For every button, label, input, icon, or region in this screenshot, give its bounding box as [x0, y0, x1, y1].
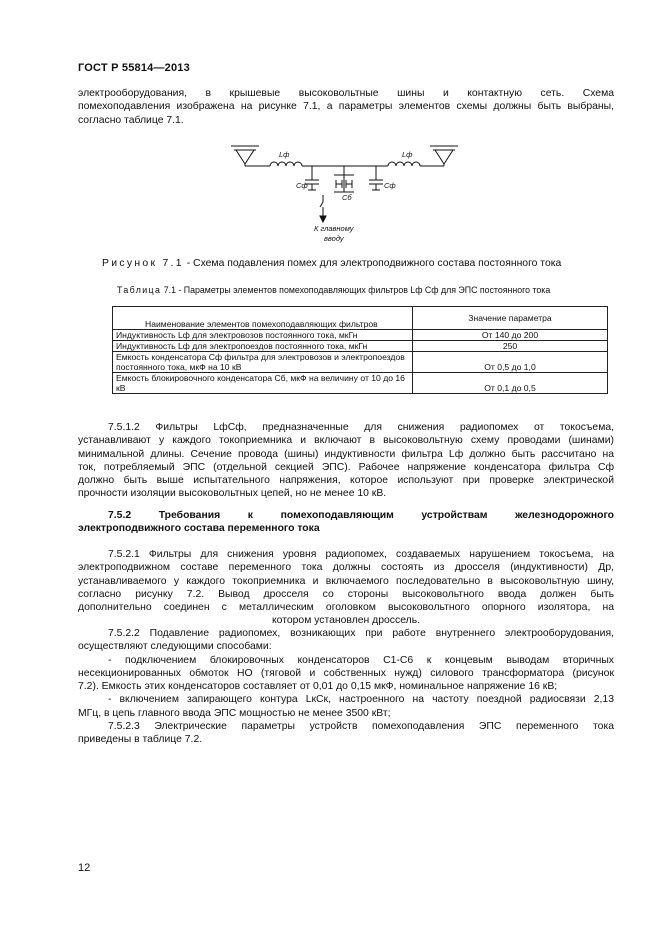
- figure-caption-text: - Схема подавления помех для электроподвижного состава постоянного тока: [183, 258, 562, 269]
- capacitor-right-icon: [369, 166, 383, 190]
- page-number: 12: [78, 862, 91, 874]
- intro-paragraph: [78, 87, 614, 127]
- label-main-input-2: вводу: [324, 234, 344, 243]
- paragraph-line: минимальной длины. Сечение провода (шины) индуктивности фильтра Lф должно быть рассчитано на: [78, 448, 614, 460]
- table-header-name: Наименование элементов помехоподавляющих фильтров: [113, 307, 413, 330]
- table-row: [113, 330, 608, 341]
- label-lf-right: Lф: [402, 150, 413, 159]
- paragraph-7-5-2-1: [78, 548, 614, 628]
- table-row: [113, 373, 608, 394]
- section-heading-7-5-2: [78, 509, 614, 536]
- paragraph-7-5-1-2: [78, 421, 614, 501]
- heading-line: 7.5.2 Требования к помехоподавляющим устройствам железнодорожного: [108, 510, 614, 521]
- parameters-table: [112, 306, 608, 394]
- paragraph-line: осуществляют следующими способами:: [78, 641, 272, 653]
- table-caption-text: 7.1 - Параметры элементов помехоподавляющих фильтров Lф Сф для ЭПС постоянного тока: [161, 285, 551, 295]
- label-lf-left: Lф: [279, 150, 290, 159]
- paragraph-line: котором установлен дроссель.: [272, 615, 420, 627]
- table-cell-name: Индуктивность Lф для электропоездов постоянного тока, мкГн: [113, 341, 413, 352]
- table-row: [113, 341, 608, 352]
- paragraph-7-5-2-3: [78, 720, 614, 747]
- interference-suppression-schematic: [226, 140, 466, 246]
- pantograph-right-icon: [430, 146, 458, 166]
- paragraph-line: 7.5.2.1 Фильтры для снижения уровня радиопомех, создаваемых нарушением токосъема, на: [108, 549, 614, 560]
- label-cf-right: Cф: [384, 181, 396, 190]
- intro-line: согласно таблице 7.1.: [78, 114, 184, 126]
- paragraph-line: - подключением блокировочных конденсаторов С1-С6 к концевым выводам вторичных: [108, 654, 614, 666]
- table-cell-name: Индуктивность Lф для электровозов постоянного тока, мкГн: [113, 330, 413, 341]
- table-cell-value: От 0,5 до 1,0: [413, 352, 608, 373]
- table-cell-name: Емкость конденсатора Сф фильтра для электровозов и электропоездов постоянного тока, мкФ на 10 кВ: [113, 352, 413, 373]
- paragraph-line: электроподвижном составе переменного тока должны состоять из дросселя (индуктивности) Др,: [78, 562, 614, 574]
- paragraph-line: согласно рисунку 7.2. Вывод дросселя со стороны высоковольтного ввода должен быть: [78, 588, 614, 600]
- label-cf-left: Cф: [296, 181, 308, 190]
- paragraph-line: МГц, в цепь главного ввода ЭПС мощностью не менее 3500 кВт;: [78, 707, 391, 719]
- intro-line: электрооборудования, в крышевые высоковольтные шины и контактную сеть. Схема: [78, 88, 614, 99]
- paragraph-line: устанавливают у каждого токоприемника и включают в высоковольтную схему проводами (шинами): [78, 435, 614, 447]
- table-cell-name: Емкость блокировочного конденсатора Сб, мкФ на величину от 10 до 16 кВ: [113, 373, 413, 394]
- paragraph-line: ток, потребляемый ЭПС (отдельной секцией ЭПС). Рабочее напряжение конденсатора фильтра Сф: [78, 461, 614, 473]
- inductor-left-icon: [270, 162, 302, 166]
- paragraph-line: должно быть выше испытательного напряжения, которое используют при проверке электрической: [78, 475, 614, 487]
- figure-caption: [102, 258, 561, 269]
- table-header-row: [113, 307, 608, 330]
- blocking-capacitor-icon: [334, 166, 354, 192]
- document-header: ГОСТ Р 55814—2013: [78, 62, 190, 74]
- label-main-input-1: К главному: [314, 224, 354, 233]
- paragraph-line: 7.5.2.3 Электрические параметры устройств помехоподавления ЭПС переменного тока: [108, 721, 614, 732]
- paragraph-line: 7.5.2.2 Подавление радиопомех, возникающих при работе внутреннего электрооборудования,: [108, 628, 614, 639]
- paragraph-line: несекционированных обмоток НО (тяговой и собственных нужд) силового трансформатора (рисунок: [78, 667, 614, 679]
- table-cell-value: От 0,1 до 0,5: [413, 373, 608, 394]
- paragraph-line: прочности изоляции высоковольтных цепей, но не менее 10 кВ.: [78, 488, 387, 500]
- figure-caption-number: Рисунок 7.1: [102, 258, 184, 269]
- table-cell-value: От 140 до 200: [413, 330, 608, 341]
- heading-line: электроподвижного состава переменного тока: [78, 523, 320, 535]
- inductor-right-icon: [388, 162, 420, 166]
- paragraph-7-5-2-2: [78, 627, 614, 720]
- paragraph-line: устанавливаемого у каждого токоприемника и включаемого последовательно в высоковольтную шину,: [78, 575, 614, 587]
- paragraph-line: дополнительно соединен с металлическим оголовком высоковольтного опорного изолятора, на: [78, 602, 614, 614]
- intro-line: помехоподавления изображена на рисунке 7.1, а параметры элементов схемы должны быть выбраны,: [78, 101, 614, 113]
- table-caption: [117, 285, 550, 295]
- paragraph-line: - включением запирающего контура LкCк, настроенного на частоту поездной радиосвязи 2,13: [108, 694, 614, 706]
- table-caption-prefix: Таблица: [117, 285, 162, 295]
- paragraph-line: приведены в таблице 7.2.: [78, 734, 203, 746]
- label-cb: Cб: [342, 193, 352, 202]
- table-header-value: Значение параметра: [413, 307, 608, 330]
- paragraph-line: 7.2). Емкость этих конденсаторов составляет от 0,01 до 0,15 мкФ, номинальное напряжение 16 кВ;: [78, 681, 558, 693]
- table-row: [113, 352, 608, 373]
- paragraph-line: 7.5.1.2 Фильтры LфCф, предназначенные для снижения радиопомех от токосъема,: [108, 422, 614, 433]
- table-cell-value: 250: [413, 341, 608, 352]
- pantograph-left-icon: [231, 146, 259, 166]
